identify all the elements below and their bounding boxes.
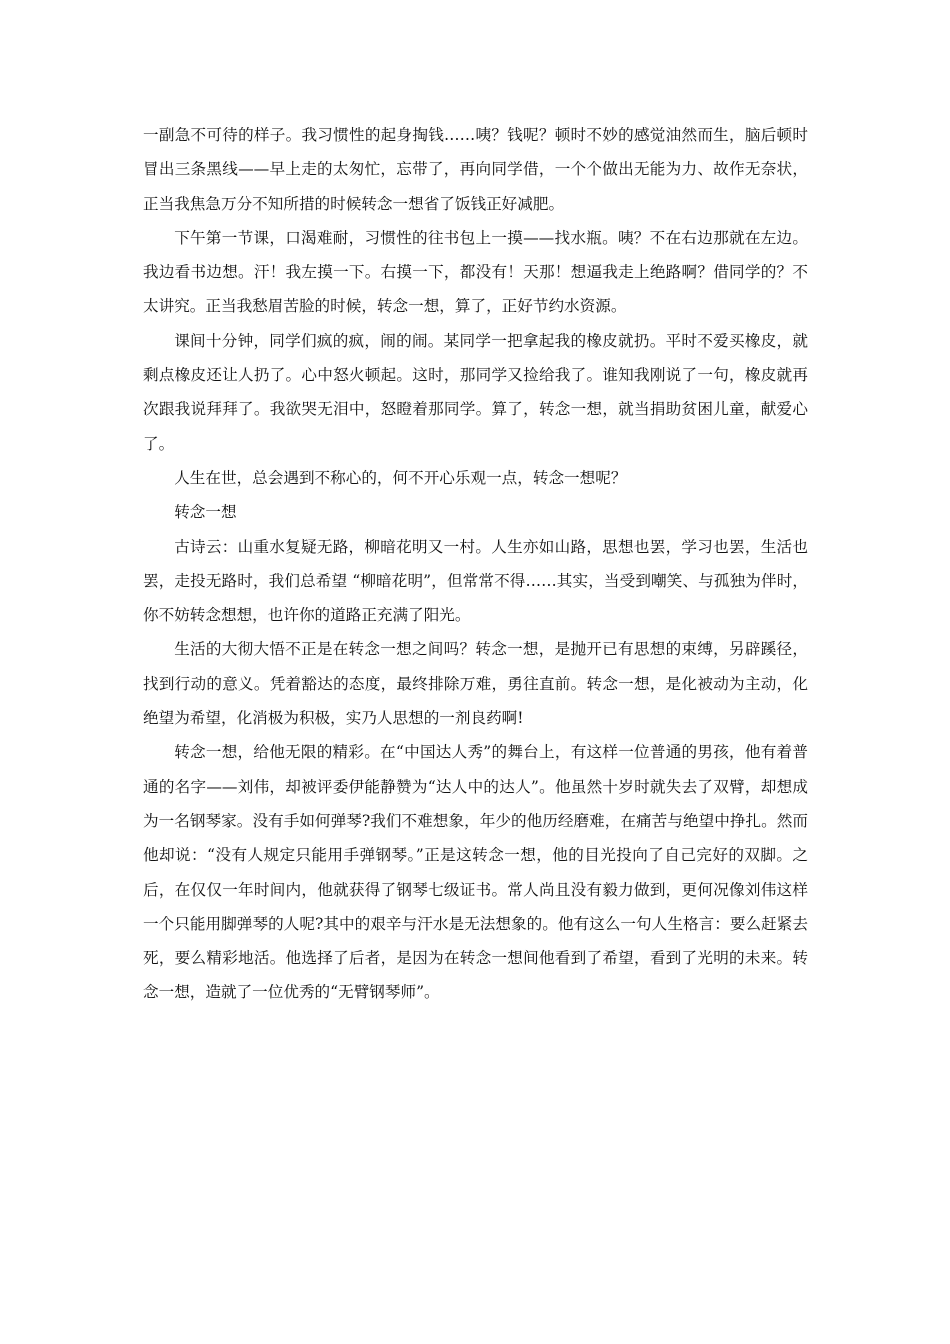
paragraph-4: 人生在世，总会遇到不称心的，何不开心乐观一点，转念一想呢？	[174, 468, 627, 487]
document-body	[143, 118, 808, 1010]
paragraph-6: 生活的大彻大悟不正是在转念一想之间吗？转念一想，是抛开已有思想的束缚，另辟蹊径，找到行动的意义。凭着豁达的态度，最终排除万难，勇往直前。转念一想，是化被动为主动，化绝望为希望，化消极为积极，实乃人思想的一剂良药啊!	[143, 640, 808, 728]
paragraph-7: 转念一想，给他无限的精彩。在“中国达人秀”的舞台上，有这样一位普通的男孩，他有着普通的名字——刘伟，却被评委伊能静赞为“达人中的达人”。他虽然十岁时就失去了双臂，却想成为一名钢琴家。没有手如何弹琴?我们不难想象，年少的他历经磨难，在痛苦与绝望中挣扎。然而他却说：“没有人规定只能用手弹钢琴。”正是这转念一想，他的目光投向了自己完好的双脚。之后，在仅仅一年时间内，他就获得了钢琴七级证书。常人尚且没有毅力做到，更何况像刘伟这样一个只能用脚弹琴的人呢?其中的艰辛与汗水是无法想象的。他有这么一句人生格言：要么赶紧去死，要么精彩地活。他选择了后者，是因为在转念一想间他看到了希望，看到了光明的未来。转念一想，造就了一位优秀的“无臂钢琴师”。	[143, 743, 808, 1002]
paragraph-5: 古诗云：山重水复疑无路，柳暗花明又一村。人生亦如山路，思想也罢，学习也罢，生活也罢，走投无路时，我们总希望 “柳暗花明”，但常常不得……其实，当受到嘲笑、与孤独为伴时，你不妨转念想想，也许你的道路正充满了阳光。	[143, 537, 808, 625]
essay-title: 转念一想	[174, 503, 237, 522]
paragraph-2: 下午第一节课，口渴难耐，习惯性的往书包上一摸——找水瓶。咦？不在右边那就在左边。我边看书边想。汗！我左摸一下。右摸一下，都没有！天那！想逼我走上绝路啊？借同学的？不太讲究。正当我愁眉苦脸的时候，转念一想，算了，正好节约水资源。	[143, 228, 808, 316]
paragraph-1: 一副急不可待的样子。我习惯性的起身掏钱……咦？钱呢？顿时不妙的感觉油然而生，脑后顿时冒出三条黑线——早上走的太匆忙，忘带了，再向同学借，一个个做出无能为力、故作无奈状，正当我焦急万分不知所措的时候转念一想省了饭钱正好减肥。	[143, 126, 808, 213]
paragraph-3: 课间十分钟，同学们疯的疯，闹的闹。某同学一把拿起我的橡皮就扔。平时不爱买橡皮，就剩点橡皮还让人扔了。心中怒火顿起。这时，那同学又捡给我了。谁知我刚说了一句，橡皮就再次跟我说拜拜了。我欲哭无泪中，怒瞪着那同学。算了，转念一想，就当捐助贫困儿童，献爱心了。	[143, 331, 808, 453]
